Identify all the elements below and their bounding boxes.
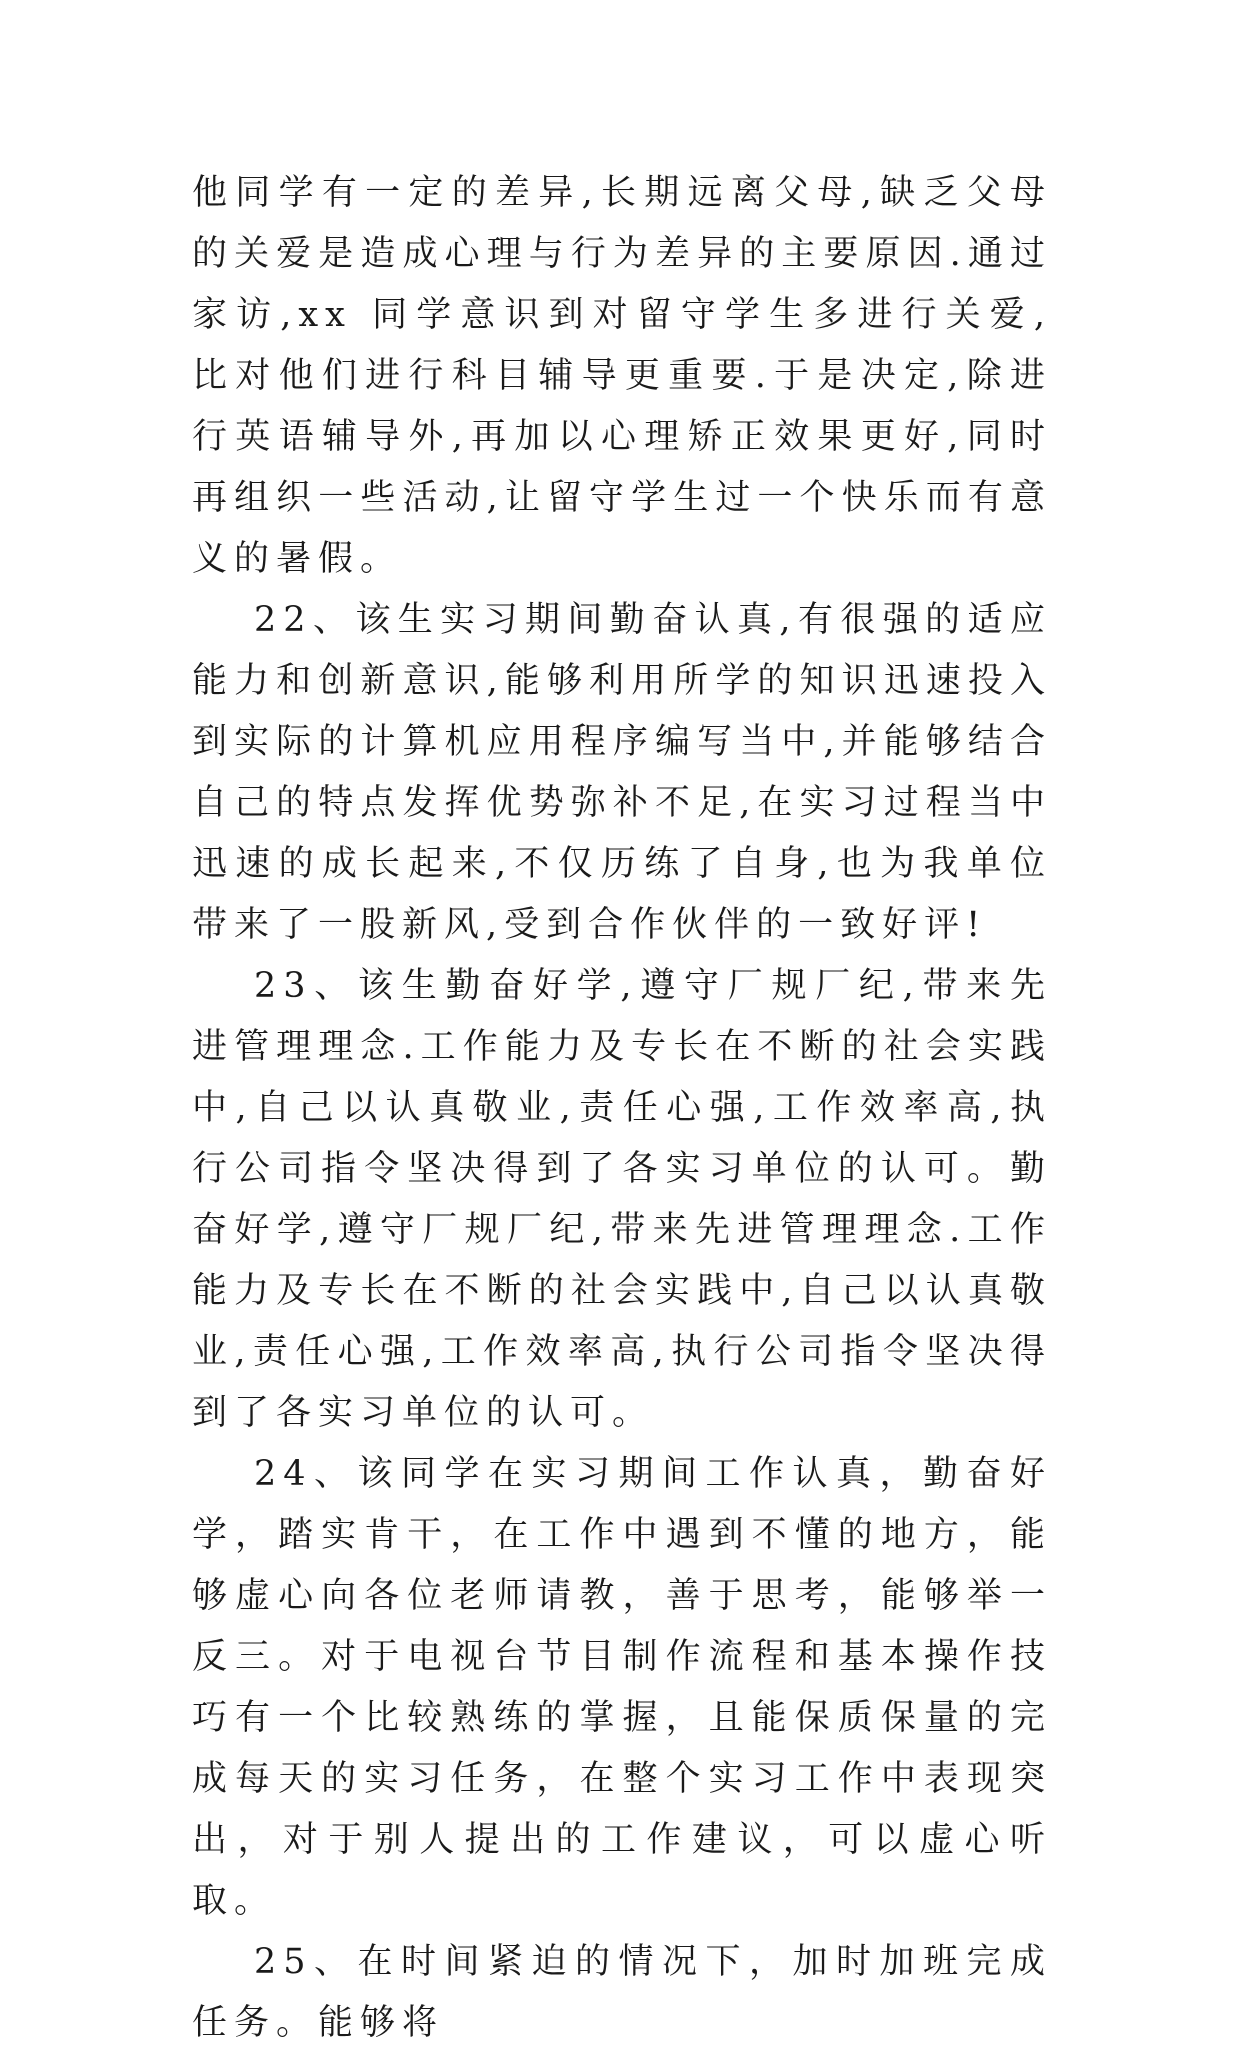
paragraph-24: 24、该同学在实习期间工作认真，勤奋好学，踏实肯干，在工作中遇到不懂的地方，能够虚心向各位老师请教，善于思考，能够举一反三。对于电视台节目制作流程和基本操作技巧有一个比较熟练的掌握，且能保质保量的完成每天的实习任务，在整个实习工作中表现突出，对于别人提出的工作建议，可以虚心听取。 (192, 1454, 1052, 1921)
document-body (192, 163, 1052, 2054)
paragraph-continuation: 他同学有一定的差异,长期远离父母,缺乏父母的关爱是造成心理与行为差异的主要原因.通过家访,xx 同学意识到对留守学生多进行关爱,比对他们进行科目辅导更重要.于是决定,除进行英语辅导外,再加以心理矫正效果更好,同时再组织一些活动,让留守学生过一个快乐而有意义的暑假。 (192, 173, 1052, 579)
paragraph-23: 23、该生勤奋好学,遵守厂规厂纪,带来先进管理理念.工作能力及专长在不断的社会实践中,自己以认真敬业,责任心强,工作效率高,执行公司指令坚决得到了各实习单位的认可。勤奋好学,遵守厂规厂纪,带来先进管理理念.工作能力及专长在不断的社会实践中,自己以认真敬业,责任心强,工作效率高,执行公司指令坚决得到了各实习单位的认可。 (192, 966, 1052, 1433)
paragraph-22: 22、该生实习期间勤奋认真,有很强的适应能力和创新意识,能够利用所学的知识迅速投入到实际的计算机应用程序编写当中,并能够结合自己的特点发挥优势弥补不足,在实习过程当中迅速的成长起来,不仅历练了自身,也为我单位带来了一股新风,受到合作伙伴的一致好评! (192, 600, 1052, 945)
paragraph-25: 25、在时间紧迫的情况下，加时加班完成任务。能够将 (192, 1942, 1052, 2043)
